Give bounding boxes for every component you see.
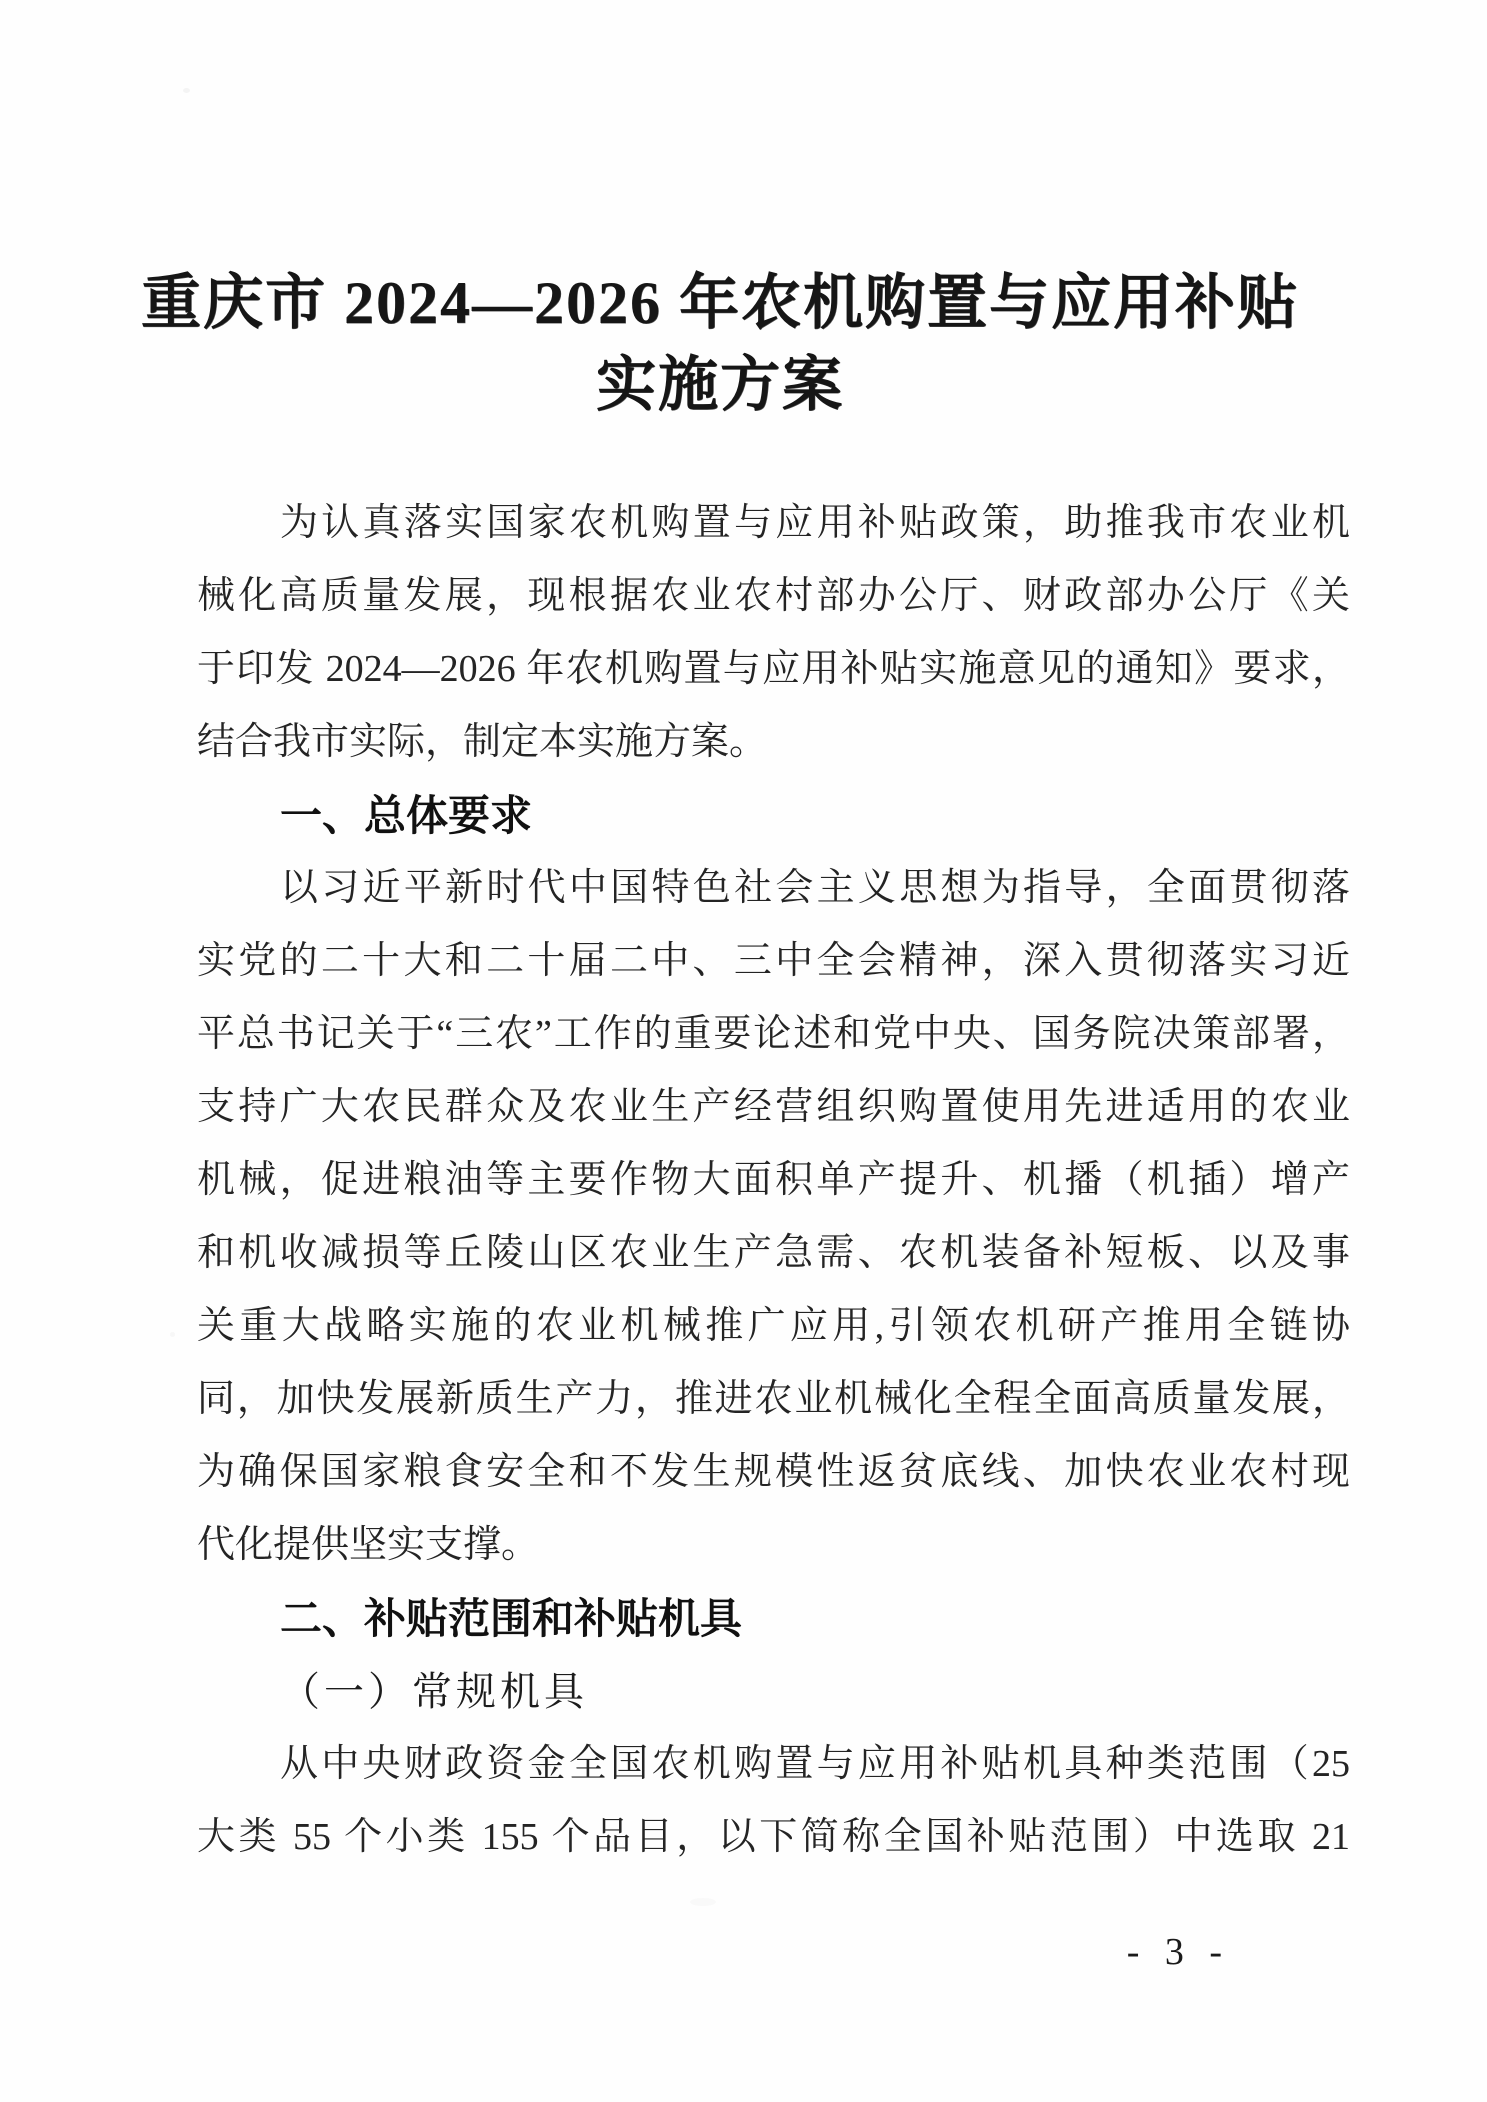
text-line: 平总书记关于“三农”工作的重要论述和党中央、国务院决策部署， — [197, 1013, 1350, 1055]
text-line: 实党的二十大和二十届二中、三中全会精神，深入贯彻落实习近 — [197, 940, 1350, 982]
document-title — [100, 262, 1340, 426]
page-number: - 3 - — [1126, 1931, 1230, 1973]
section-heading: 一、总体要求 — [280, 792, 533, 839]
text-line: 从中央财政资金全国农机购置与应用补贴机具种类范围（25 — [280, 1743, 1350, 1785]
document-body — [197, 487, 1350, 1874]
scan-speck — [690, 1898, 716, 1906]
text-line: 机械，促进粮油等主要作物大面积单产提升、机播（机插）增产 — [197, 1159, 1350, 1201]
text-line: 为认真落实国家农机购置与应用补贴政策，助推我市农业机 — [280, 502, 1350, 544]
document-title-line-2: 实施方案 — [596, 352, 844, 418]
text-line: 大类 55 个小类 155 个品目，以下简称全国补贴范围）中选取 21 — [197, 1816, 1350, 1858]
text-line: 械化高质量发展，现根据农业农村部办公厅、财政部办公厅《关 — [197, 575, 1350, 617]
text-line: 代化提供坚实支撑。 — [197, 1524, 540, 1566]
text-line: 同，加快发展新质生产力，推进农业机械化全程全面高质量发展， — [197, 1378, 1350, 1420]
text-line: 以习近平新时代中国特色社会主义思想为指导，全面贯彻落 — [280, 867, 1350, 909]
scan-speck — [170, 1332, 175, 1337]
document-title-line-1: 重庆市 2024—2026 年农机购置与应用补贴 — [141, 270, 1299, 336]
section-heading: 二、补贴范围和补贴机具 — [280, 1595, 743, 1642]
text-line: 支持广大农民群众及农业生产经营组织购置使用先进适用的农业 — [197, 1086, 1350, 1128]
scan-speck — [183, 88, 190, 93]
text-line: 和机收减损等丘陵山区农业生产急需、农机装备补短板、以及事 — [197, 1232, 1350, 1274]
text-line: 关重大战略实施的农业机械推广应用,引领农机研产推用全链协 — [197, 1305, 1350, 1347]
sub-heading: （一）常规机具 — [280, 1669, 588, 1714]
text-line: 为确保国家粮食安全和不发生规模性返贫底线、加快农业农村现 — [197, 1451, 1350, 1493]
text-line: 于印发 2024—2026 年农机购置与应用补贴实施意见的通知》要求， — [197, 648, 1350, 690]
text-line: 结合我市实际，制定本实施方案。 — [197, 721, 768, 763]
